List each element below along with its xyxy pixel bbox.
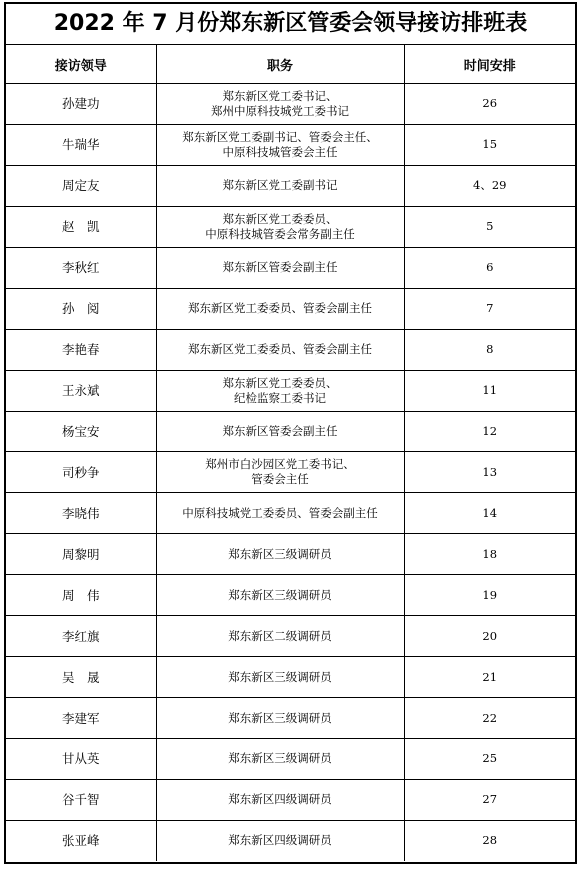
leader-name: 李红旗	[6, 616, 156, 657]
schedule-dates: 12	[404, 411, 575, 452]
position-line: 郑东新区四级调研员	[228, 792, 332, 807]
position-line: 郑东新区三级调研员	[228, 587, 332, 602]
schedule-dates: 4、29	[404, 165, 575, 206]
leader-position	[156, 534, 404, 575]
position-line: 郑东新区党工委副书记、管委会主任、	[182, 129, 378, 144]
leader-position	[156, 657, 404, 698]
header-position: 职务	[156, 45, 404, 84]
schedule-dates: 18	[404, 534, 575, 575]
table-body	[6, 84, 575, 861]
schedule-dates: 14	[404, 493, 575, 534]
position-line: 管委会主任	[251, 472, 309, 487]
schedule-dates: 22	[404, 698, 575, 739]
leader-position	[156, 411, 404, 452]
schedule-dates: 20	[404, 616, 575, 657]
table-row	[6, 165, 575, 206]
position-line: 郑州中原科技城党工委书记	[211, 103, 349, 118]
leader-name: 牛瑞华	[6, 124, 156, 165]
schedule-dates: 7	[404, 288, 575, 329]
schedule-dates: 6	[404, 247, 575, 288]
header-schedule: 时间安排	[404, 45, 575, 84]
leader-name: 周黎明	[6, 534, 156, 575]
leader-position	[156, 820, 404, 860]
position-line: 郑州市白沙园区党工委书记、	[205, 457, 355, 472]
table-row	[6, 370, 575, 411]
document-title: 2022 年 7 月份郑东新区管委会领导接访排班表	[6, 4, 575, 45]
schedule-dates: 28	[482, 833, 498, 848]
schedule-dates: 5	[404, 206, 575, 247]
table-row	[6, 779, 575, 820]
leader-name: 孙建功	[6, 84, 156, 125]
leader-name: 李建军	[6, 698, 156, 739]
table-row	[6, 452, 575, 493]
leader-name: 司秒争	[6, 452, 156, 493]
leader-name: 赵 凯	[6, 206, 156, 247]
position-line: 郑东新区三级调研员	[228, 669, 332, 684]
table-row	[6, 124, 575, 165]
position-line: 郑东新区三级调研员	[228, 751, 332, 766]
table-row	[6, 206, 575, 247]
leader-name: 孙 阅	[6, 288, 156, 329]
table-header-row	[6, 45, 575, 84]
leader-position	[156, 698, 404, 739]
table-row	[6, 575, 575, 616]
position-line: 纪检监察工委书记	[234, 390, 326, 405]
schedule-dates: 13	[404, 452, 575, 493]
position-line: 郑东新区党工委书记、	[222, 88, 338, 103]
schedule-dates: 21	[404, 657, 575, 698]
leader-position	[156, 779, 404, 820]
position-line: 郑东新区党工委委员、	[222, 211, 338, 226]
position-line: 中原科技城党工委委员、管委会副主任	[182, 505, 378, 520]
schedule-dates: 8	[404, 329, 575, 370]
position-line: 郑东新区四级调研员	[228, 833, 332, 848]
position-line: 郑东新区党工委委员、	[222, 375, 338, 390]
leader-position	[156, 288, 404, 329]
leader-position	[156, 247, 404, 288]
schedule-dates: 27	[404, 779, 575, 820]
position-line: 郑东新区党工委委员、管委会副主任	[188, 301, 372, 316]
table-row	[6, 739, 575, 780]
table-row	[6, 411, 575, 452]
table-row	[6, 329, 575, 370]
schedule-dates: 15	[404, 124, 575, 165]
leader-position	[156, 616, 404, 657]
table-row	[6, 616, 575, 657]
leader-position	[156, 452, 404, 493]
header-leader: 接访领导	[6, 45, 156, 84]
leader-name: 周 伟	[6, 575, 156, 616]
leader-name: 周定友	[6, 165, 156, 206]
table-row	[6, 84, 575, 125]
leader-name: 吴 晟	[6, 657, 156, 698]
position-line: 中原科技城管委会常务副主任	[205, 226, 355, 241]
position-line: 中原科技城管委会主任	[222, 144, 338, 159]
position-line: 郑东新区三级调研员	[228, 546, 332, 561]
leader-name: 张亚峰	[6, 820, 156, 860]
leader-position	[156, 84, 404, 125]
schedule-dates: 26	[404, 84, 575, 125]
leader-position	[156, 575, 404, 616]
leader-position	[156, 165, 404, 206]
table-row	[6, 698, 575, 739]
schedule-dates: 25	[404, 739, 575, 780]
table-row	[6, 820, 575, 860]
schedule-dates: 19	[404, 575, 575, 616]
position-line: 郑东新区管委会副主任	[222, 423, 338, 438]
leader-position	[156, 329, 404, 370]
leader-position	[156, 370, 404, 411]
position-line: 郑东新区二级调研员	[228, 628, 332, 643]
leader-name: 王永斌	[6, 370, 156, 411]
leader-name: 谷千智	[6, 779, 156, 820]
leader-name: 甘从英	[6, 739, 156, 780]
leader-name: 杨宝安	[6, 411, 156, 452]
leader-name: 李艳春	[6, 329, 156, 370]
position-line: 郑东新区党工委委员、管委会副主任	[188, 342, 372, 357]
leader-position	[156, 739, 404, 780]
schedule-table	[6, 45, 575, 861]
table-row	[6, 534, 575, 575]
leader-position	[156, 493, 404, 534]
table-row	[6, 288, 575, 329]
leader-position	[156, 206, 404, 247]
position-line: 郑东新区管委会副主任	[222, 260, 338, 275]
table-row	[6, 493, 575, 534]
position-line: 郑东新区三级调研员	[228, 710, 332, 725]
leader-name: 李秋红	[6, 247, 156, 288]
leader-name: 李晓伟	[6, 493, 156, 534]
leader-position	[156, 124, 404, 165]
schedule-dates: 11	[404, 370, 575, 411]
position-line: 郑东新区党工委副书记	[222, 178, 338, 193]
table-row	[6, 247, 575, 288]
schedule-document	[4, 2, 577, 864]
table-row	[6, 657, 575, 698]
